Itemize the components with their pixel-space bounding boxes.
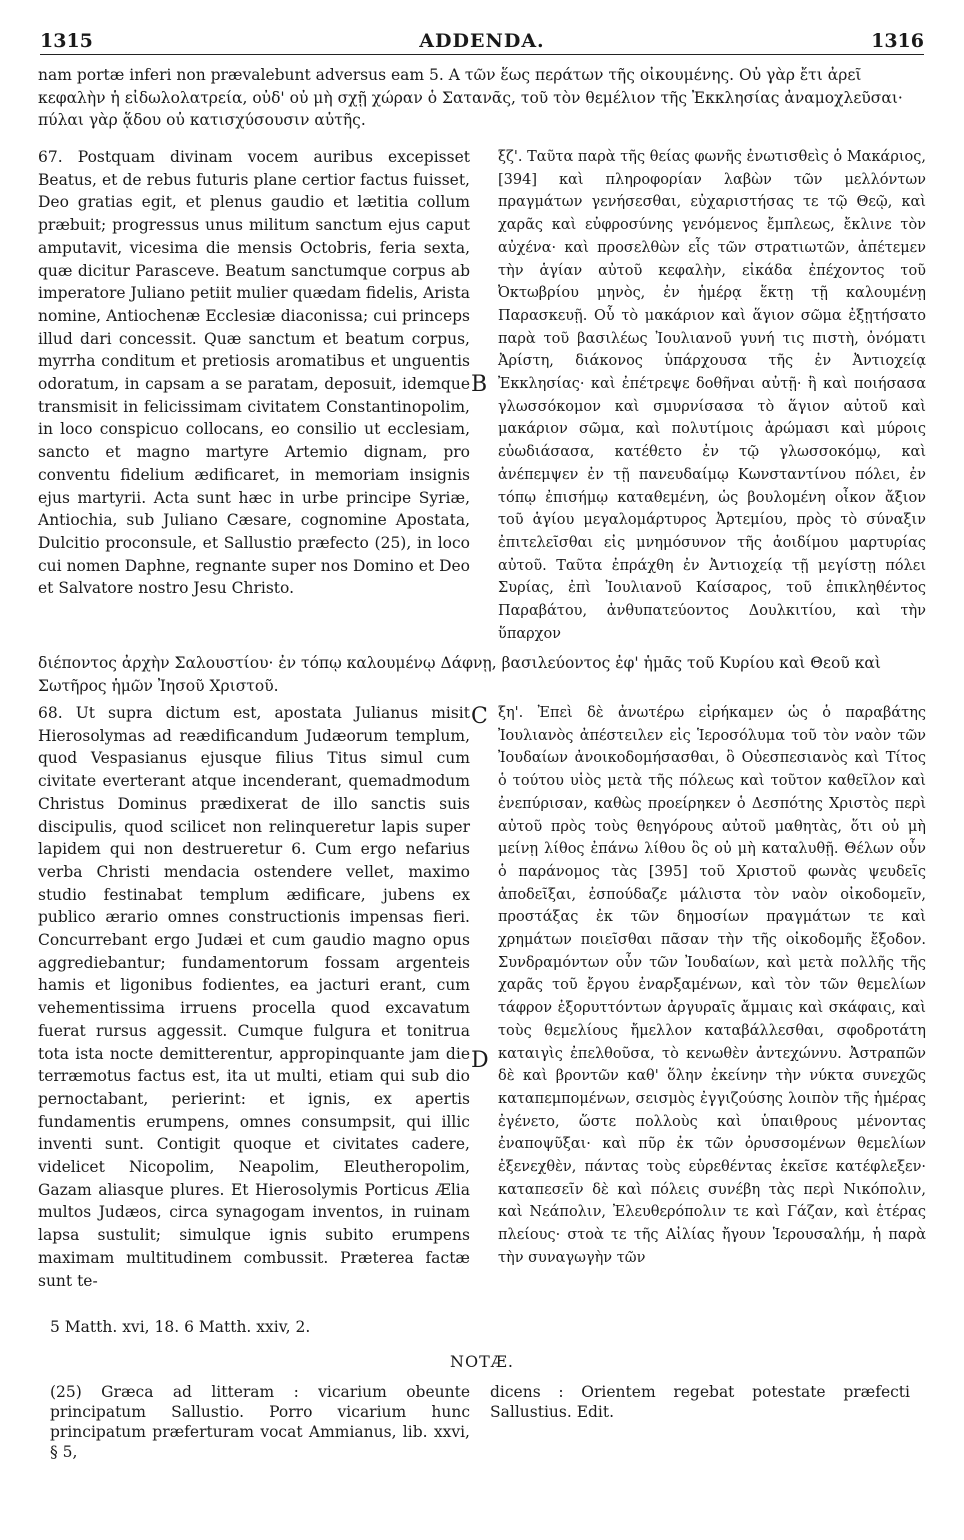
margin-marker-b: B bbox=[471, 372, 488, 397]
greek-column-paragraph-68 bbox=[498, 702, 926, 1270]
footnotes: 5 Matth. xvi, 18. 6 Matth. xxiv, 2. bbox=[50, 1318, 311, 1336]
page-header bbox=[40, 30, 924, 55]
text-line: nam portæ inferi non prævalebunt adversus eam 5. A τῶν ἕως περάτων τῆς οἰκουμένης. Οὐ γὰρ ἔτι ἀρεῖ bbox=[38, 66, 862, 84]
page-number-left: 1315 bbox=[40, 30, 93, 52]
bridge-fullwidth-text bbox=[38, 652, 924, 697]
greek-column-paragraph-67 bbox=[498, 146, 926, 645]
greek-paragraph: ξζ'. Ταῦτα παρὰ τῆς θείας φωνῆς ἐνωτισθεὶς ὁ Μακάριος, [394] καὶ πληροφορίαν λαβὼν τῶν μελλόντων πραγμάτων γενήσεσθαι, εὐχαριστήσας τε τῷ Θεῷ, καὶ χαρᾶς καὶ εὐφροσύνης γενόμενος ἔμπλεως, ἔκλινε τὸν αὐχένα· καὶ προσελθὼν εἷς τῶν στρατιωτῶν, ἀπέτεμεν τὴν ἁγίαν αὐτοῦ κεφαλὴν, εἰκάδα ἐπέχοντος τοῦ Ὀκτωβρίου μηνὸς, ἐν ἡμέρᾳ ἕκτῃ τῇ καλουμένῃ Παρασκευῇ. Οὗ τὸ μακάριον καὶ ἅγιον σῶμα ἐξῃτήσατο παρὰ τοῦ βασιλέως Ἰουλιανοῦ γυνή τις πιστὴ, ὀνόματι Ἀρίστη, διάκονος ὑπάρχουσα τῆς ἐν Ἀντιοχείᾳ Ἐκκλησίας· καὶ ἐπέτρεψε δοθῆναι αὐτῇ· ἣ καὶ ποιήσασα γλωσσόκομον καὶ σμυρνίσασα τὸ ἅγιον αὐτοῦ καὶ μακάριον σῶμα, καὶ πολυτίμοις ἀρώμασι καὶ μύροις εὐωδιάσασα, κατέθετο ἐν τῷ γλωσσοκόμῳ, καὶ ἀνέπεμψεν ἐν τῇ πανευδαίμῳ Κωνσταντίνου πόλει, ἐν τόπῳ ἐπισήμῳ καταθεμένη, ὡς βουλομένη οἶκον ἄξιον τοῦ ἁγίου μεγαλομάρτυρος Ἀρτεμίου, πρὸς τὸ σύναξιν ἐπιτελεῖσθαι εἰς μνημόσυνον τῆς ἀοιδίμου μαρτυρίας αὐτοῦ. Ταῦτα ἐπράχθη ἐν Ἀντιοχείᾳ τῇ μεγίστῃ πόλει Συρίας, ἐπὶ Ἰουλιανοῦ Καίσαρος, τοῦ ἐπικληθέντος Παραβάτου, ἀνθυπατεύοντος Δουλκιτίου, καὶ τὴν ὕπαρχον bbox=[498, 149, 926, 642]
notae-heading: NOTÆ. bbox=[450, 1352, 514, 1371]
text-line: πύλαι γὰρ ᾅδου οὐ κατισχύσουσιν αὐτῆς. bbox=[38, 111, 366, 130]
latin-paragraph: 68. Ut supra dictum est, apostata Julianus misit Hierosolymas ad reædificandum Judæorum templum, quod Vespasianus ejusque filius Titus simul cum civitate everterant atque incenderant, quemadmodum Christus Dominus prædixerat de illo sanctis suis discipulis, quod scilicet non relinqueretur lapis super lapidem qui non destrueretur 6. Cum ergo nefarius verba Christi mendacia ostendere vellet, maximo studio festinabat templum ædificare, jubens ex publico ærario omnes constructionis impensas fieri. Concurrebant ergo Judæi et cum gaudio magno opus aggrediebantur; fundamentorum fossam argenteis hamis et ligonibus fodientes, ea jacturi erant, cum vehementissima irruens procella quod excavatum fuerat rursus aggessit. Cumque fulgura et tonitrua tota ista nocte demitterentur, appropinquante jam die terræmotus factus est, ita ut multi, etiam qui sub dio pernoctabant, perierint: et ignis, ex apertis fundamentis erumpens, omnes consumpsit, qui illic inventi sunt. Contigit quoque et civitates cadere, videlicet Nicopolim, Neapolim, Eleutheropolim, Gazam aliasque plures. Et Hierosolymis Porticus Ælia multos Judæos, circa synagogam inventos, in ruinam lapsa sustulit; simulque ignis subito erumpens maximam multitudinem combussit. Præterea factæ sunt te- bbox=[38, 704, 470, 1290]
note-right: dicens : Orientem regebat potestate præfecti Sallustius. Edit. bbox=[490, 1383, 910, 1421]
text-line: Σωτῆρος ἡμῶν Ἰησοῦ Χριστοῦ. bbox=[38, 676, 279, 695]
page-number-right: 1316 bbox=[871, 30, 924, 52]
latin-paragraph: 67. Postquam divinam vocem auribus excepisset Beatus, et de rebus futuris plane certior factus fuisset, Deo gratias egit, et plenus gaudio et lætitia collum præbuit; progressus unus militum sanctum ejus caput amputavit, vicesima die mensis Octobris, feria sexta, quæ dicitur Parasceve. Beatum sanctumque corpus ab imperatore Juliano petiit mulier quædam fidelis, Arista nomine, Antiochenæ Ecclesiæ diaconissa; cui princeps illud dari concessit. Quæ sanctum et beatum corpus, myrrha conditum et pretiosis aromatibus et unguentis odoratum, in capsam a se paratam, deposuit, idemque transmisit in felicissimam civitatem Constantinopolim, in loco conspicuo collocans, eo consilio ut ecclesiam, sancto et magno martyre Artemio dignam, pro conventu fidelium ædificaret, in memoriam insignis ejus martyrii. Acta sunt hæc in urbe principe Syriæ, Antiochia, sub Juliano Cæsare, cognomine Apostata, Dulcitio proconsule, et Sallustio præfecto (25), in loco cui nomen Daphne, regnante super nos Domino et Deo et Salvatore nostro Jesu Christo. bbox=[38, 148, 470, 598]
greek-paragraph: ξη'. Ἐπεὶ δὲ ἀνωτέρω εἰρήκαμεν ὡς ὁ παραβάτης Ἰουλιανὸς ἀπέστειλεν εἰς Ἱεροσόλυμα τοῦ τὸν ναὸν τῶν Ἰουδαίων ἀνοικοδομήσασθαι, ὃ Οὐεσπεσιανὸς καὶ Τίτος ὁ τούτου υἱὸς μετὰ τῆς πόλεως καὶ τοῦτον καθεῖλον καὶ ἐνεπύρισαν, καθὼς προείρηκεν ὁ Δεσπότης Χριστὸς περὶ αὐτοῦ πρὸς τοὺς θεηγόρους αὐτοῦ μαθητὰς, ὅτι οὐ μὴ μείνῃ λίθος ἐπάνω λίθου ὃς οὐ μὴ καταλυθῇ. Θέλων οὖν ὁ παράνομος τὰς [395] τοῦ Χριστοῦ φωνὰς ψευδεῖς ἀποδεῖξαι, ἐσπούδαζε μάλιστα τὸν ναὸν οἰκοδομεῖν, προστάξας ἐκ τῶν δημοσίων πραγμάτων τε καὶ χρημάτων ποιεῖσθαι πᾶσαν τὴν τῆς οἰκοδομῆς ἔξοδον. Συνδραμόντων οὖν τῶν Ἰουδαίων, καὶ μετὰ πολλῆς τῆς χαρᾶς τοῦ ἔργου ἐναρξαμένων, καὶ τὸν τῶν θεμελίων τάφρον ἐξορυττόντων ἀργυραῖς ἄμμαις καὶ σκάφαις, καὶ τοὺς θεμελίους ἤμελλον καταβάλλεσθαι, σφοδροτάτη καταιγὶς ἐπελθοῦσα, τὸ κενωθὲν ἀντεχώννυ. Ἀστραπῶν δὲ καὶ βροντῶν καθ' ὅλην ἐκείνην τὴν νύκτα συνεχῶς καταπεμπομένων, σεισμὸς ἐγγιζούσης λοιπὸν τῆς ἡμέρας ἐγένετο, ὥστε πολλοὺς καὶ ὑπαιθρους μένοντας ἐναποψῦξαι· καὶ πῦρ ἐκ τῶν ὀρυσσομένων θεμελίων ἐξενεχθὲν, πάντας τοὺς εὑρεθέντας ἐκεῖσε κατέφλεξεν· καταπεσεῖν δὲ καὶ πόλεις συνέβη τὰς περὶ Νικόπολιν, καὶ Νεάπολιν, Ἐλευθερόπολιν τε καὶ Γάζαν, καὶ ἑτέρας πλείους· στοὰ τε τῆς Αἰλίας ἤγουν Ἱερουσαλήμ, ἡ παρὰ τὴν συναγωγὴν τῶν bbox=[498, 705, 926, 1266]
text-line: κεφαλὴν ἡ εἰδωλολατρεία, οὐδ' οὐ μὴ σχῇ χώραν ὁ Σατανᾶς, τοῦ τὸν θεμέλιον τῆς Ἐκκλησίας ἀναμοχλεῦσαι· bbox=[38, 88, 903, 107]
latin-column-paragraph-68 bbox=[38, 702, 470, 1292]
top-fullwidth-text bbox=[38, 64, 924, 132]
text-line: διέποντος ἀρχὴν Σαλουστίου· ἐν τόπῳ καλουμένῳ Δάφνῃ, βασιλεύοντος ἐφ' ἡμᾶς τοῦ Κυρίου καὶ Θεοῦ καὶ bbox=[38, 654, 881, 672]
latin-column-paragraph-67 bbox=[38, 146, 470, 600]
margin-marker-c: C bbox=[471, 704, 488, 729]
note-left: (25) Græca ad litteram : vicarium obeunte principatum Sallustio. Porro vicarium hunc principatum præferturam vocat Ammianus, lib. xxvi, § 5, bbox=[50, 1383, 470, 1461]
margin-marker-d: D bbox=[471, 1048, 489, 1073]
running-title: ADDENDA. bbox=[419, 30, 545, 52]
